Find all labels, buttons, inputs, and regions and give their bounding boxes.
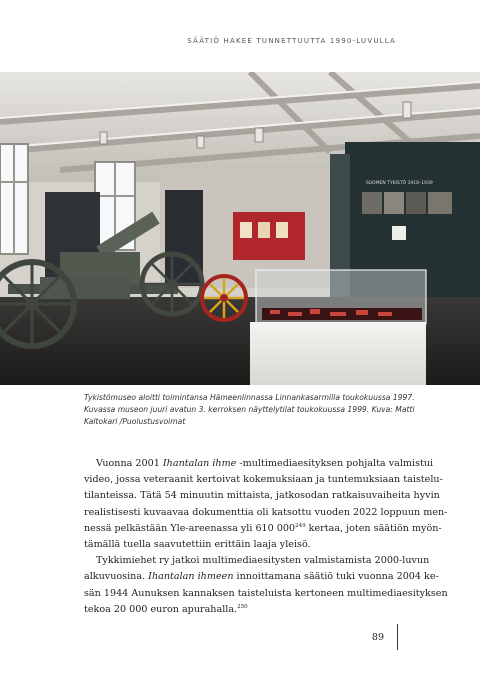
paragraph-line: Vuonna 2001 Ihantalan ihme -multimediaesityksen pohjalta valmistui bbox=[96, 458, 434, 469]
paragraph-line: tilanteissa. Tätä 54 minuutin mittaista, jatkosodan ratkaisuvaiheita hyvin bbox=[84, 490, 440, 502]
paragraph-line: sän 1944 Aunuksen kannaksen taisteluista kertoneen multimediaesityksen bbox=[84, 587, 448, 599]
body-text bbox=[84, 456, 448, 618]
photo-caption bbox=[84, 392, 415, 428]
footnote-ref: 250 bbox=[237, 603, 248, 610]
page-number: 89 bbox=[371, 632, 384, 643]
display-case bbox=[250, 270, 426, 385]
panel-heading: SUOMEN TYKISTÖ 1918–1939 bbox=[366, 181, 433, 186]
caption-line: Kuvassa museon juuri avatun 3. kerroksen näyttelytilat toukokuussa 1999. Kuva: Matti bbox=[84, 405, 415, 414]
paragraph-line: video, jossa veteraanit kertoivat kokemuksiaan ja tuntemuksiaan taistelu- bbox=[84, 474, 443, 486]
paragraph-line: tekoa 20 000 euron apurahalla.$^{250}$ bbox=[84, 603, 248, 615]
caption-line: Kaltokari /Puolustusvoimat bbox=[84, 417, 186, 426]
footnote-ref: 249 bbox=[295, 522, 306, 529]
running-head: SÄÄTIÖ HAKEE TUNNETTUUTTA 1990-LUVULLA bbox=[187, 37, 396, 45]
caption-line: Tykistömuseo aloitti toimintansa Hämeenlinnassa Linnankasarmilla toukokuussa 1997. bbox=[84, 393, 415, 402]
paragraph-line: alkuvuosina. Ihantalan ihmeen innoittamana säätiö tuki vuonna 2004 ke- bbox=[84, 571, 439, 583]
museo-photo bbox=[0, 72, 480, 385]
paragraph-line: tämällä tuella saavutettiin erittäin laaja yleisö. bbox=[84, 539, 311, 551]
paragraph-line: nessä pelkästään Yle-areenassa yli 610 $000^{249}$ kertaa, joten säätiön myön- bbox=[84, 522, 442, 534]
paragraph-line: realistisesti kuvaavaa dokumenttia oli katsottu vuoden 2022 loppuun men- bbox=[84, 506, 448, 518]
paragraph-line: Tykkimiehet ry jatkoi multimediaesitysten valmistamista 2000-luvun bbox=[96, 555, 430, 567]
page-number-rule bbox=[397, 624, 398, 650]
